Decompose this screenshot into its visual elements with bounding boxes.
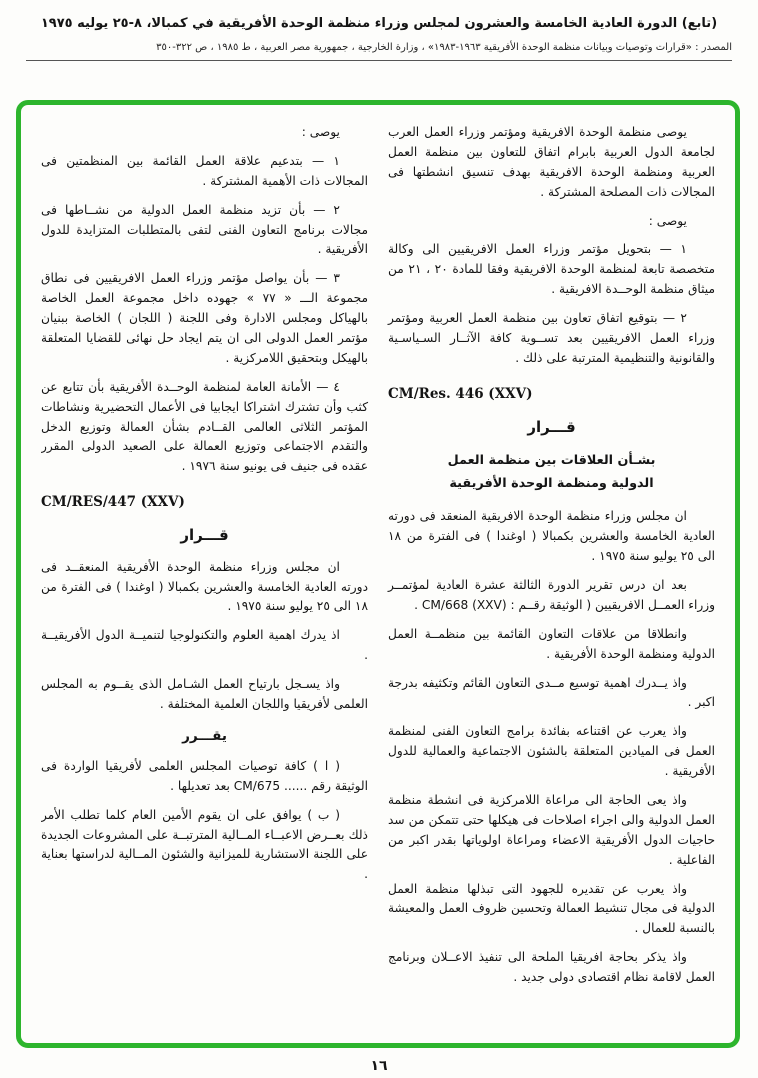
decides-heading: يقـــرر bbox=[182, 727, 227, 744]
paragraph-intro: يوصى منظمة الوحدة الافريقية ومؤتمر وزراء العمل العرب لجامعة الدول العربية بابرام اتفاق للتعاون بين منظمة العمل العربية ومنظمة الوحدة الافريقية بهدف تنسيق انشطتها فى المجالات ذات المصلحة المشتركة . bbox=[388, 125, 715, 199]
paragraph: واذ يعى الحاجة الى مراعاة اللامركزية فى انشطة منظمة العمل الدولية والى اجراء اصلاحات فى هيكلها حتى تتمكن من سد حاجيات الدول الأفريقية الاعضاء ومراعاة اولوياتها بقدر اكبر من الفاعلية . bbox=[388, 792, 715, 867]
paragraph: وانطلاقا من علاقات التعاون القائمة بين منظمــة العمل الدولية ومنظمة الوحدة الأفريقية . bbox=[388, 626, 715, 661]
numbered-item-4: ٤ — الأمانة العامة لمنظمة الوحــدة الأفريقية بأن تتابع عن كثب وأن تشترك اشتراكا ايجابيا فى الأعمال التحضيرية ونشاطات المؤتمر الثلاثى العالمى القــادم بشأن العمالة وتوزيع الدخل والتقدم الاجتماعى وتوزيع العمالة على الصعيد الدولى المقرر عقده فى جنيف فى يونيو سنة ١٩٧٦ . bbox=[41, 379, 368, 474]
resolution-heading: قـــرار bbox=[527, 417, 576, 436]
recommends-lead: يوصى : bbox=[301, 125, 340, 139]
document-reference: CM/Res. 446 (XXV) bbox=[388, 385, 533, 402]
resolution-subject-line-2: الدولية ومنظمة الوحدة الأفريقية bbox=[449, 476, 654, 492]
recommends-lead: يوصى : bbox=[648, 213, 687, 228]
left-column bbox=[41, 123, 368, 1033]
numbered-item-1: ١ — بتدعيم علاقة العمل القائمة بين المنظمتين فى المجالات ذات الأهمية المشتركة . bbox=[41, 153, 368, 188]
header-title: (تابع) الدورة العادية الخامسة والعشرون لمجلس وزراء منظمة الوحدة الأفريقية في كمبالا، ٨-٢٥ يوليه ١٩٧٥ bbox=[40, 16, 718, 31]
resolution-heading: قـــرار bbox=[180, 526, 229, 545]
lettered-item-b: ( ب ) يوافق على ان يقوم الأمين العام كلما تطلب الأمر ذلك بعــرض الاعبــاء المــالية المترتبــة على المشروعات الجديدة على اللجنة الاستشارية للميزانية والشئون المــالية لدراستها بعناية . bbox=[41, 807, 368, 882]
header-source-line: المصدر : «قرارات وتوصيات وبيانات منظمة الوحدة الأفريقية ١٩٦٣-١٩٨٣» ، وزارة الخارجية ، جمهورية مصر العربية ، ط ١٩٨٥ ، ص ٣٢٢-٣٥٠ bbox=[26, 42, 732, 61]
paragraph: ان مجلس وزراء منظمة الوحدة الافريقية المنعقد فى دورته العادية الخامسة والعشرين بكمبالا ( اوغندا ) فى الفترة من ١٨ الى ٢٥ يوليو سنة ١٩٧٥ . bbox=[388, 509, 715, 564]
page-number: ١٦ bbox=[370, 1058, 388, 1074]
paragraph: ان مجلس وزراء منظمة الوحدة الأفريقية المنعقــد فى دورته العادية الخامسة والعشرين بكمبالا ( اوغندا ) فى الفترة من ١٨ الى ٢٥ يوليو سنة ١٩٧٥ . bbox=[41, 559, 368, 614]
two-column-layout bbox=[41, 123, 715, 1033]
paragraph: اذ يدرك اهمية العلوم والتكنولوجيا لتنميــة الدول الأفريقيــة . bbox=[41, 628, 368, 663]
paragraph: واذ يــدرك اهمية توسيع مــدى التعاون القائم وتكثيفه بدرجة اكبر . bbox=[388, 675, 715, 710]
green-border-frame bbox=[16, 100, 740, 1048]
resolution-subject bbox=[388, 449, 715, 495]
right-column bbox=[388, 123, 715, 1033]
paragraph: واذ يسـجل بارتياح العمل الشـامل الذى يقــوم به المجلس العلمى لأفريقيا واللجان العلمية المختلفة . bbox=[41, 677, 368, 712]
document-reference: CM/RES/447 (XXV) bbox=[41, 494, 185, 511]
page-header bbox=[0, 0, 758, 61]
paragraph: واذ يعرب عن تقديره للجهود التى تبذلها منظمة العمل الدولية فى مجال تنشيط العمالة وتحسين ظروف العمل والمعيشة بالنسبة للعمال . bbox=[388, 881, 715, 936]
paragraph: واذ يذكر بحاجة افريقيا الملحة الى تنفيذ الاعــلان وبرنامج العمل لاقامة نظام اقتصادى دولى جديد . bbox=[388, 950, 715, 985]
paragraph: بعد ان درس تقرير الدورة الثالثة عشرة العادية لمؤتمــر وزراء العمــل الافريقيين ( الوثيقة رقــم : CM/668 (XXV) . bbox=[388, 577, 715, 612]
paragraph: واذ يعرب عن اقتناعه بفائدة برامج التعاون الفنى لمنظمة العمل فى الميادين المتعلقة بالشئون الاجتماعية والعمالية للدول الأفريقية . bbox=[388, 724, 715, 779]
resolution-subject-line-1: بشـأن العلاقات بين منظمة العمل bbox=[447, 453, 656, 469]
numbered-item-2: ٢ — بتوقيع اتفاق تعاون بين منظمة العمل العربية ومؤتمر وزراء العمل الافريقيين بعد تســوية كافة الآثــار السـياسـية والقانونية والتنظيمية المترتبة على ذلك . bbox=[388, 311, 715, 365]
numbered-item-3: ٣ — بأن يواصل مؤتمر وزراء العمل الافريقيين فى نطاق مجموعة الـــ « ٧٧ » جهوده داخل مجموعة العمل الخاصة بالهياكل ومجلس الادارة وفى اللجنة ( اللجان ) الخاصة ببنيان مؤتمر العمل الدولى الى ان يتم ايجاد حل نهائى للقضايا المتعلقة بالهيكل وبتحقيق اللامركزية . bbox=[41, 271, 368, 365]
numbered-item-2: ٢ — بأن تزيد منظمة العمل الدولية من نشــاطها فى مجالات برنامج التعاون الفنى لتفى بالمتطلبات المتزايدة للدول الأفريقية . bbox=[41, 202, 368, 257]
numbered-item-1: ١ — بتحويل مؤتمر وزراء العمل الافريقيين الى وكالة متخصصة تابعة لمنظمة الوحدة الافريقية وفقا للمادة ٢٠ ، ٢١ من ميثاق منظمة الوحــدة الافريقية . bbox=[388, 242, 715, 297]
lettered-item-a: ( ا ) كافة توصيات المجلس العلمى لأفريقيا الواردة فى الوثيقة رقم ...... CM/675 بعد تعديلها . bbox=[41, 758, 368, 793]
